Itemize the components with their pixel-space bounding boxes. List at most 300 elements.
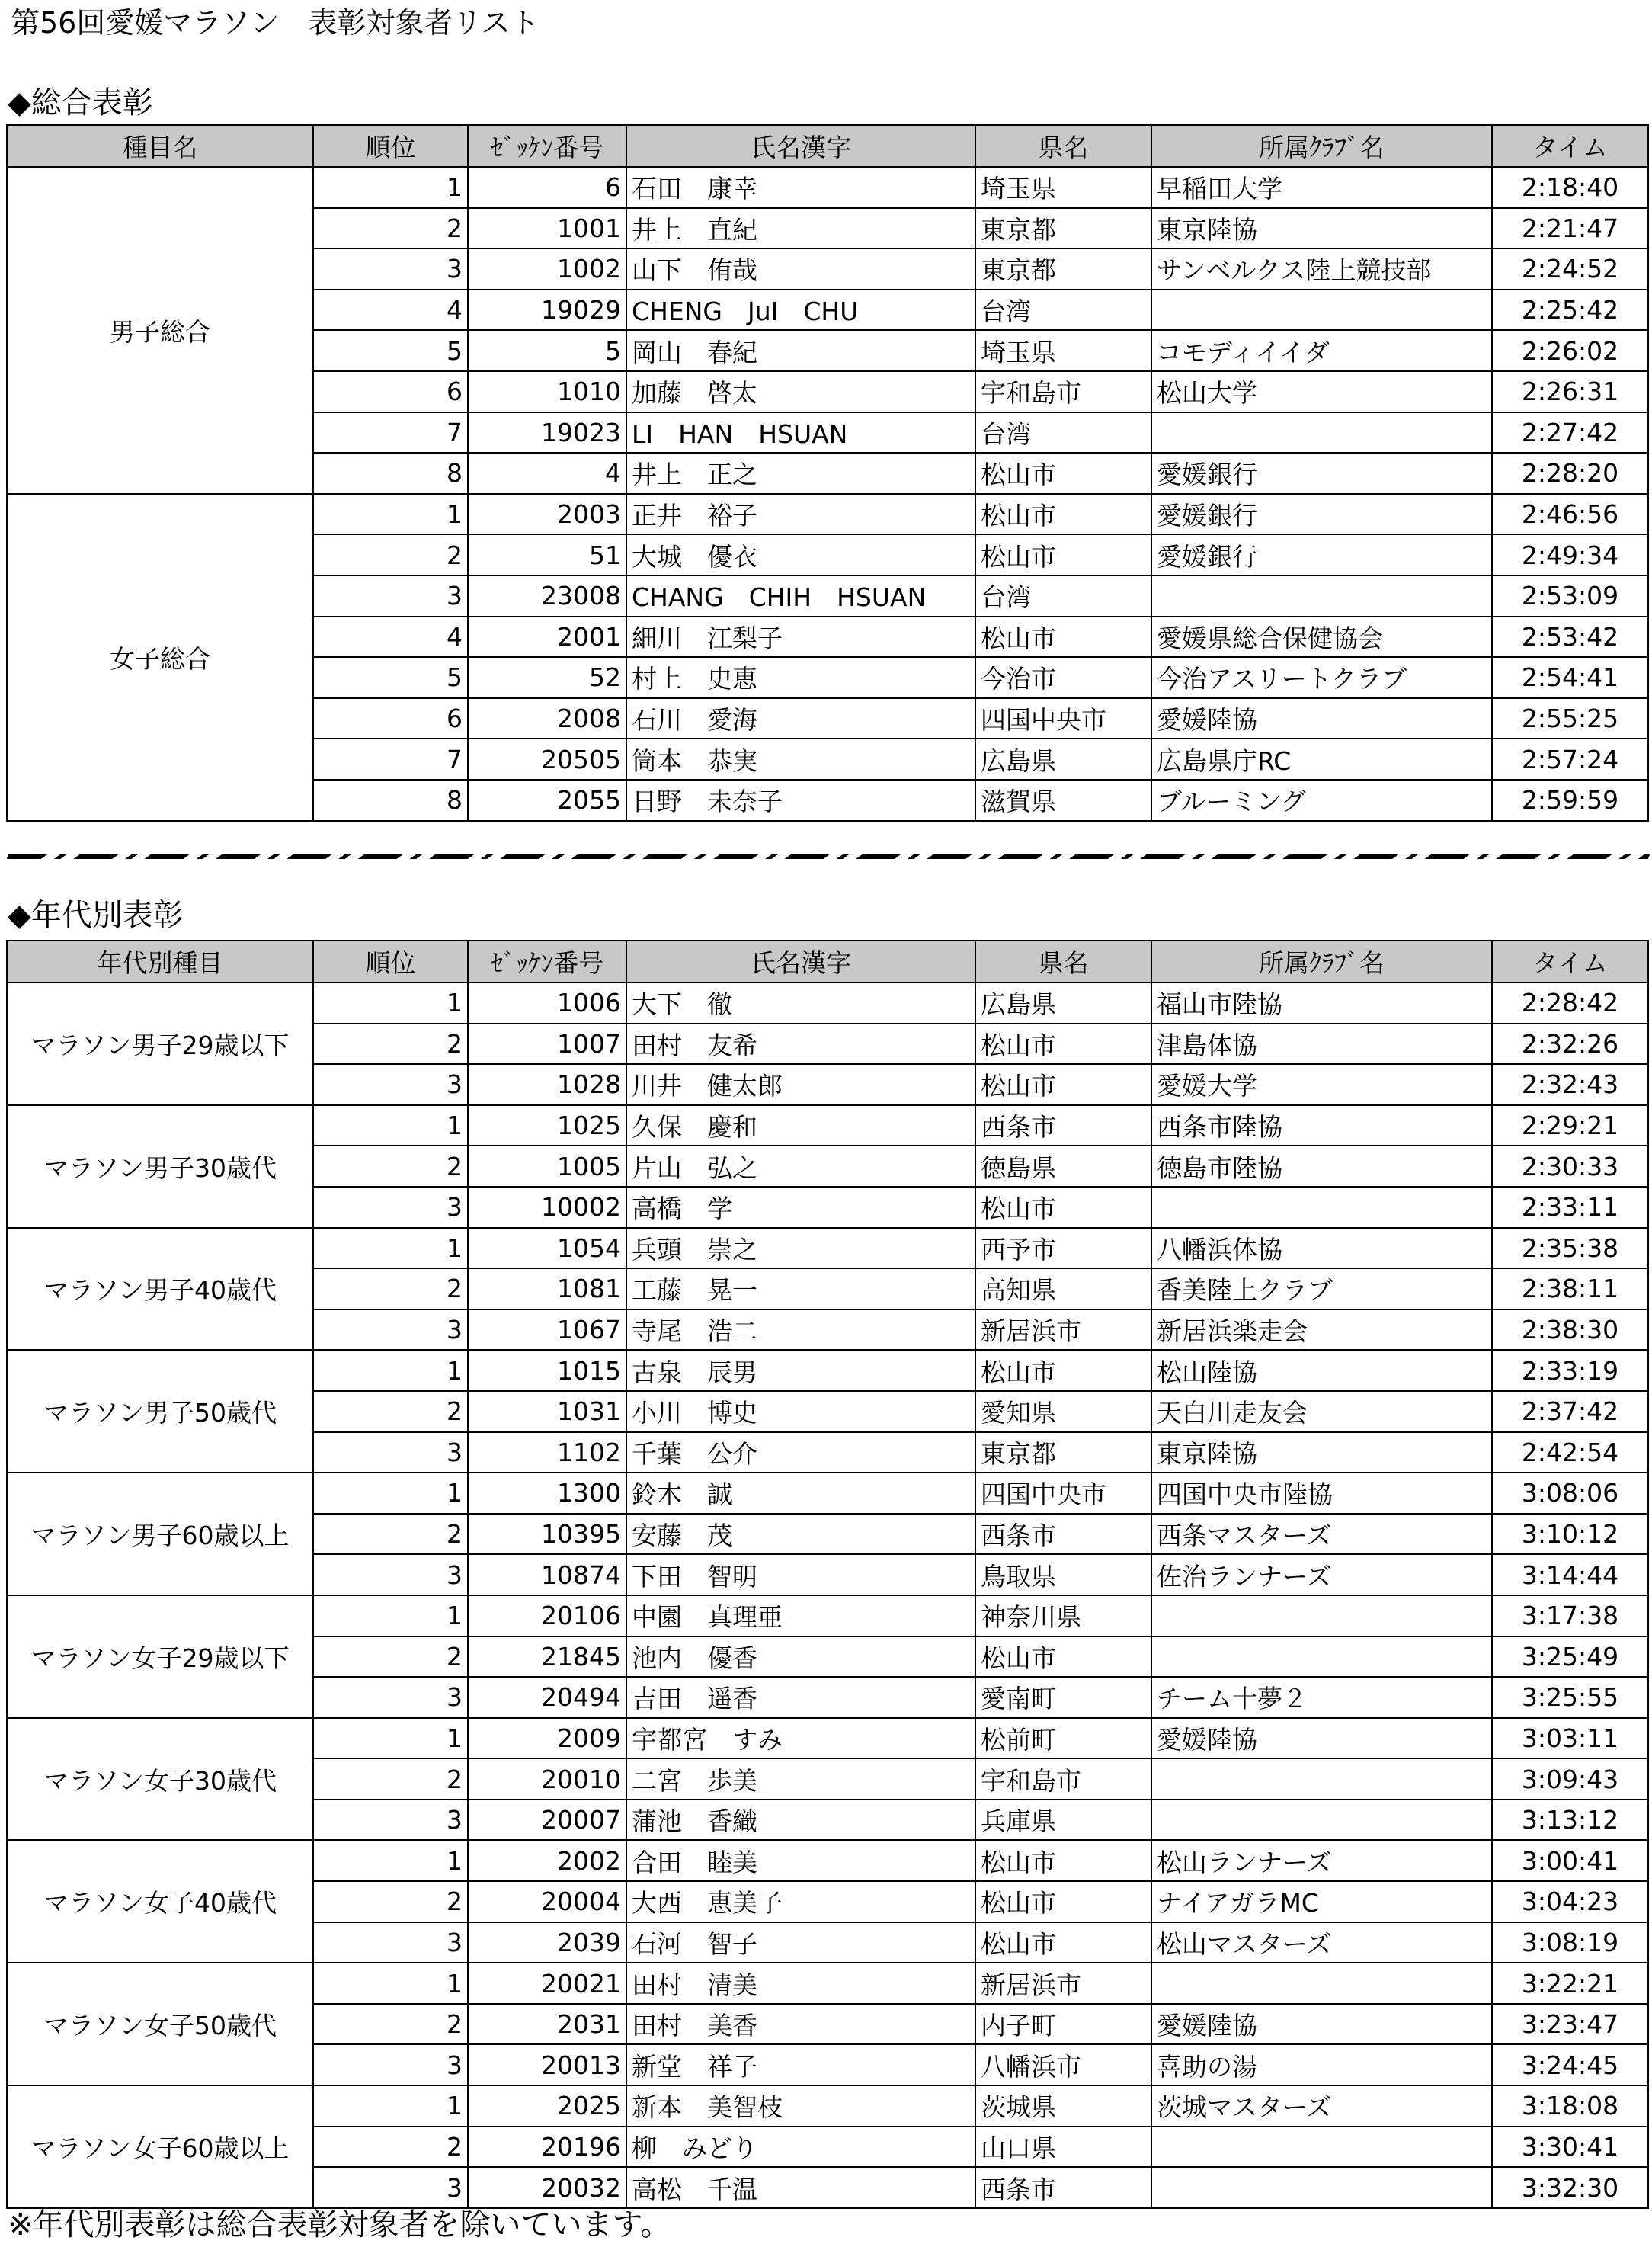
club-cell: [1151, 2167, 1492, 2208]
club-cell: 喜助の湯: [1151, 2044, 1492, 2085]
club-cell: 愛媛陸協: [1151, 1718, 1492, 1759]
prefecture-cell: 東京都: [975, 208, 1151, 249]
time-cell: 2:30:33: [1492, 1146, 1648, 1187]
age-header-row: [7, 941, 1648, 982]
prefecture-cell: 松山市: [975, 1187, 1151, 1228]
header-prefecture: 県名: [975, 125, 1151, 167]
time-cell: 2:49:34: [1492, 534, 1648, 575]
time-cell: 2:38:11: [1492, 1268, 1648, 1309]
name-cell: 川井 健太郎: [626, 1064, 975, 1105]
time-cell: 3:18:08: [1492, 2085, 1648, 2127]
rank-cell: 3: [313, 2044, 468, 2085]
bib-cell: 1300: [468, 1473, 626, 1514]
club-cell: [1151, 1187, 1492, 1228]
bib-cell: 19023: [468, 412, 626, 454]
bib-cell: 2025: [468, 2085, 626, 2127]
name-cell: 井上 正之: [626, 453, 975, 494]
name-cell: 田村 清美: [626, 1963, 975, 2004]
rank-cell: 6: [313, 371, 468, 412]
club-cell: [1151, 412, 1492, 454]
header-category: 年代別種目: [7, 941, 313, 982]
name-cell: 柳 みどり: [626, 2127, 975, 2168]
bib-cell: 20004: [468, 1881, 626, 1922]
name-cell: CHENG JuI CHU: [626, 290, 975, 331]
bib-cell: 1054: [468, 1228, 626, 1269]
time-cell: 2:29:21: [1492, 1105, 1648, 1146]
name-cell: 片山 弘之: [626, 1146, 975, 1187]
name-cell: CHANG CHIH HSUAN: [626, 575, 975, 617]
bib-cell: 2003: [468, 494, 626, 535]
rank-cell: 1: [313, 1718, 468, 1759]
prefecture-cell: 高知県: [975, 1268, 1151, 1309]
bib-cell: 10874: [468, 1554, 626, 1595]
prefecture-cell: 台湾: [975, 412, 1151, 454]
prefecture-cell: 四国中央市: [975, 698, 1151, 739]
rank-cell: 3: [313, 1800, 468, 1841]
name-cell: 兵頭 崇之: [626, 1228, 975, 1269]
bib-cell: 10395: [468, 1514, 626, 1555]
club-cell: [1151, 1636, 1492, 1678]
name-cell: 工藤 晃一: [626, 1268, 975, 1309]
club-cell: 佐治ランナーズ: [1151, 1554, 1492, 1595]
overall-section-heading: ◆総合表彰: [8, 85, 153, 120]
name-cell: 高松 千温: [626, 2167, 975, 2208]
time-cell: 3:08:19: [1492, 1922, 1648, 1963]
table-row: [7, 494, 1648, 535]
prefecture-cell: 東京都: [975, 248, 1151, 290]
prefecture-cell: 松山市: [975, 1064, 1151, 1105]
club-cell: 愛媛大学: [1151, 1064, 1492, 1105]
name-cell: 新本 美智枝: [626, 2085, 975, 2127]
page-title: 第56回愛媛マラソン 表彰対象者リスト: [11, 6, 539, 40]
prefecture-cell: 東京都: [975, 1432, 1151, 1473]
name-cell: 大西 恵美子: [626, 1881, 975, 1922]
time-cell: 2:38:30: [1492, 1309, 1648, 1351]
bib-cell: 23008: [468, 575, 626, 617]
bib-cell: 20021: [468, 1963, 626, 2004]
prefecture-cell: 埼玉県: [975, 330, 1151, 371]
bib-cell: 19029: [468, 290, 626, 331]
table-row: [7, 1473, 1648, 1514]
bib-cell: 1081: [468, 1268, 626, 1309]
name-cell: 石河 智子: [626, 1922, 975, 1963]
name-cell: 宇都宮 すみ: [626, 1718, 975, 1759]
prefecture-cell: 松山市: [975, 494, 1151, 535]
time-cell: 2:33:11: [1492, 1187, 1648, 1228]
prefecture-cell: 西条市: [975, 2167, 1151, 2208]
name-cell: 新堂 祥子: [626, 2044, 975, 2085]
prefecture-cell: 新居浜市: [975, 1309, 1151, 1351]
prefecture-cell: 宇和島市: [975, 1758, 1151, 1800]
name-cell: 正井 裕子: [626, 494, 975, 535]
prefecture-cell: 台湾: [975, 575, 1151, 617]
overall-header-row: [7, 125, 1648, 167]
rank-cell: 7: [313, 412, 468, 454]
club-cell: [1151, 575, 1492, 617]
time-cell: 2:26:02: [1492, 330, 1648, 371]
rank-cell: 2: [313, 1268, 468, 1309]
club-cell: ナイアガラMC: [1151, 1881, 1492, 1922]
rank-cell: 7: [313, 739, 468, 780]
table-row: [7, 1595, 1648, 1636]
header-rank: 順位: [313, 125, 468, 167]
club-cell: 東京陸協: [1151, 1432, 1492, 1473]
bib-cell: 2009: [468, 1718, 626, 1759]
club-cell: 松山マスターズ: [1151, 1922, 1492, 1963]
name-cell: 久保 慶和: [626, 1105, 975, 1146]
bib-cell: 5: [468, 330, 626, 371]
time-cell: 2:42:54: [1492, 1432, 1648, 1473]
header-rank: 順位: [313, 941, 468, 982]
time-cell: 2:53:09: [1492, 575, 1648, 617]
club-cell: [1151, 1595, 1492, 1636]
time-cell: 3:32:30: [1492, 2167, 1648, 2208]
prefecture-cell: 西条市: [975, 1514, 1151, 1555]
bib-cell: 6: [468, 167, 626, 208]
time-cell: 2:53:42: [1492, 617, 1648, 658]
header-club: 所属ｸﾗﾌﾞ名: [1151, 125, 1492, 167]
rank-cell: 2: [313, 2004, 468, 2045]
bib-cell: 1006: [468, 982, 626, 1024]
club-cell: 広島県庁RC: [1151, 739, 1492, 780]
club-cell: 香美陸上クラブ: [1151, 1268, 1492, 1309]
bib-cell: 1025: [468, 1105, 626, 1146]
prefecture-cell: 今治市: [975, 657, 1151, 698]
prefecture-cell: 松山市: [975, 617, 1151, 658]
rank-cell: 4: [313, 617, 468, 658]
header-bib: ｾﾞｯｹﾝ番号: [468, 941, 626, 982]
rank-cell: 2: [313, 208, 468, 249]
time-cell: 2:27:42: [1492, 412, 1648, 454]
rank-cell: 2: [313, 1146, 468, 1187]
name-cell: 二宮 歩美: [626, 1758, 975, 1800]
name-cell: 田村 友希: [626, 1024, 975, 1065]
bib-cell: 52: [468, 657, 626, 698]
name-cell: 吉田 遥香: [626, 1677, 975, 1718]
category-cell: マラソン女子29歳以下: [7, 1595, 313, 1718]
header-club: 所属ｸﾗﾌﾞ名: [1151, 941, 1492, 982]
club-cell: [1151, 1800, 1492, 1841]
rank-cell: 3: [313, 1554, 468, 1595]
bib-cell: 20032: [468, 2167, 626, 2208]
club-cell: [1151, 1758, 1492, 1800]
club-cell: 西条マスターズ: [1151, 1514, 1492, 1555]
rank-cell: 1: [313, 2085, 468, 2127]
rank-cell: 1: [313, 1840, 468, 1881]
time-cell: 2:55:25: [1492, 698, 1648, 739]
club-cell: 新居浜楽走会: [1151, 1309, 1492, 1351]
prefecture-cell: 広島県: [975, 982, 1151, 1024]
bib-cell: 1015: [468, 1350, 626, 1391]
prefecture-cell: 埼玉県: [975, 167, 1151, 208]
time-cell: 3:25:49: [1492, 1636, 1648, 1678]
club-cell: 愛媛陸協: [1151, 698, 1492, 739]
name-cell: 石川 愛海: [626, 698, 975, 739]
category-cell: マラソン女子50歳代: [7, 1963, 313, 2085]
time-cell: 3:13:12: [1492, 1800, 1648, 1841]
club-cell: 茨城マスターズ: [1151, 2085, 1492, 2127]
bib-cell: 2055: [468, 780, 626, 821]
name-cell: 岡山 春紀: [626, 330, 975, 371]
table-row: [7, 1840, 1648, 1881]
bib-cell: 2002: [468, 1840, 626, 1881]
name-cell: LI HAN HSUAN: [626, 412, 975, 454]
bib-cell: 2039: [468, 1922, 626, 1963]
rank-cell: 1: [313, 1105, 468, 1146]
time-cell: 2:54:41: [1492, 657, 1648, 698]
rank-cell: 8: [313, 453, 468, 494]
name-cell: 日野 未奈子: [626, 780, 975, 821]
rank-cell: 2: [313, 1391, 468, 1432]
name-cell: 寺尾 浩二: [626, 1309, 975, 1351]
bib-cell: 1007: [468, 1024, 626, 1065]
age-group-results-table: [6, 940, 1649, 2209]
category-cell: マラソン男子50歳代: [7, 1350, 313, 1473]
time-cell: 2:33:19: [1492, 1350, 1648, 1391]
table-row: [7, 2085, 1648, 2127]
bib-cell: 1001: [468, 208, 626, 249]
bib-cell: 1002: [468, 248, 626, 290]
bib-cell: 20013: [468, 2044, 626, 2085]
prefecture-cell: 広島県: [975, 739, 1151, 780]
club-cell: コモディイイダ: [1151, 330, 1492, 371]
rank-cell: 1: [313, 167, 468, 208]
time-cell: 2:37:42: [1492, 1391, 1648, 1432]
name-cell: 池内 優香: [626, 1636, 975, 1678]
rank-cell: 3: [313, 1187, 468, 1228]
bib-cell: 20007: [468, 1800, 626, 1841]
rank-cell: 3: [313, 575, 468, 617]
bib-cell: 10002: [468, 1187, 626, 1228]
bib-cell: 2031: [468, 2004, 626, 2045]
club-cell: ブルーミング: [1151, 780, 1492, 821]
rank-cell: 3: [313, 1677, 468, 1718]
time-cell: 3:10:12: [1492, 1514, 1648, 1555]
club-cell: 今治アスリートクラブ: [1151, 657, 1492, 698]
name-cell: 千葉 公介: [626, 1432, 975, 1473]
header-name: 氏名漢字: [626, 941, 975, 982]
rank-cell: 3: [313, 1309, 468, 1351]
table-row: [7, 1718, 1648, 1759]
name-cell: 村上 史恵: [626, 657, 975, 698]
rank-cell: 4: [313, 290, 468, 331]
rank-cell: 3: [313, 2167, 468, 2208]
time-cell: 2:46:56: [1492, 494, 1648, 535]
category-cell: マラソン男子60歳以上: [7, 1473, 313, 1595]
table-row: [7, 1228, 1648, 1269]
time-cell: 3:08:06: [1492, 1473, 1648, 1514]
rank-cell: 3: [313, 248, 468, 290]
club-cell: 東京陸協: [1151, 208, 1492, 249]
club-cell: 松山ランナーズ: [1151, 1840, 1492, 1881]
time-cell: 2:28:20: [1492, 453, 1648, 494]
rank-cell: 3: [313, 1432, 468, 1473]
category-cell: マラソン男子40歳代: [7, 1228, 313, 1351]
name-cell: 下田 智明: [626, 1554, 975, 1595]
bib-cell: 2001: [468, 617, 626, 658]
table-row: [7, 1350, 1648, 1391]
time-cell: 2:35:38: [1492, 1228, 1648, 1269]
bib-cell: 4: [468, 453, 626, 494]
rank-cell: 2: [313, 1024, 468, 1065]
table-row: [7, 1963, 1648, 2004]
prefecture-cell: 松山市: [975, 1881, 1151, 1922]
section-separator: [7, 854, 1650, 859]
prefecture-cell: 松山市: [975, 1350, 1151, 1391]
rank-cell: 3: [313, 1922, 468, 1963]
rank-cell: 8: [313, 780, 468, 821]
prefecture-cell: 松山市: [975, 1840, 1151, 1881]
name-cell: 小川 博史: [626, 1391, 975, 1432]
prefecture-cell: 松山市: [975, 534, 1151, 575]
club-cell: 八幡浜体協: [1151, 1228, 1492, 1269]
name-cell: 井上 直紀: [626, 208, 975, 249]
prefecture-cell: 松山市: [975, 1922, 1151, 1963]
club-cell: チーム十夢２: [1151, 1677, 1492, 1718]
prefecture-cell: 愛南町: [975, 1677, 1151, 1718]
club-cell: 松山大学: [1151, 371, 1492, 412]
club-cell: [1151, 290, 1492, 331]
category-cell: 女子総合: [7, 494, 313, 821]
club-cell: 愛媛銀行: [1151, 453, 1492, 494]
bib-cell: 1005: [468, 1146, 626, 1187]
bib-cell: 20196: [468, 2127, 626, 2168]
footnote: ※年代別表彰は総合表彰対象者を除いています。: [8, 2207, 671, 2242]
prefecture-cell: 松山市: [975, 1636, 1151, 1678]
club-cell: サンベルクス陸上競技部: [1151, 248, 1492, 290]
rank-cell: 2: [313, 1881, 468, 1922]
name-cell: 石田 康幸: [626, 167, 975, 208]
name-cell: 山下 侑哉: [626, 248, 975, 290]
rank-cell: 2: [313, 1514, 468, 1555]
name-cell: 高橋 学: [626, 1187, 975, 1228]
bib-cell: 1102: [468, 1432, 626, 1473]
time-cell: 3:22:21: [1492, 1963, 1648, 2004]
header-bib: ｾﾞｯｹﾝ番号: [468, 125, 626, 167]
prefecture-cell: 宇和島市: [975, 371, 1151, 412]
prefecture-cell: 新居浜市: [975, 1963, 1151, 2004]
club-cell: 早稲田大学: [1151, 167, 1492, 208]
prefecture-cell: 松前町: [975, 1718, 1151, 1759]
overall-results-table: [6, 124, 1649, 822]
rank-cell: 2: [313, 2127, 468, 2168]
bib-cell: 1010: [468, 371, 626, 412]
name-cell: 大下 徹: [626, 982, 975, 1024]
prefecture-cell: 愛知県: [975, 1391, 1151, 1432]
rank-cell: 2: [313, 534, 468, 575]
header-prefecture: 県名: [975, 941, 1151, 982]
header-category: 種目名: [7, 125, 313, 167]
table-row: [7, 982, 1648, 1024]
rank-cell: 1: [313, 494, 468, 535]
time-cell: 3:03:11: [1492, 1718, 1648, 1759]
time-cell: 3:04:23: [1492, 1881, 1648, 1922]
prefecture-cell: 西条市: [975, 1105, 1151, 1146]
rank-cell: 1: [313, 1595, 468, 1636]
bib-cell: 21845: [468, 1636, 626, 1678]
rank-cell: 5: [313, 330, 468, 371]
prefecture-cell: 山口県: [975, 2127, 1151, 2168]
name-cell: 古泉 辰男: [626, 1350, 975, 1391]
time-cell: 3:17:38: [1492, 1595, 1648, 1636]
bib-cell: 1067: [468, 1309, 626, 1351]
prefecture-cell: 八幡浜市: [975, 2044, 1151, 2085]
prefecture-cell: 神奈川県: [975, 1595, 1151, 1636]
name-cell: 合田 睦美: [626, 1840, 975, 1881]
time-cell: 3:25:55: [1492, 1677, 1648, 1718]
name-cell: 加藤 啓太: [626, 371, 975, 412]
category-cell: マラソン女子60歳以上: [7, 2085, 313, 2208]
header-name: 氏名漢字: [626, 125, 975, 167]
rank-cell: 6: [313, 698, 468, 739]
time-cell: 3:14:44: [1492, 1554, 1648, 1595]
age-section-heading: ◆年代別表彰: [8, 898, 184, 933]
prefecture-cell: 西予市: [975, 1228, 1151, 1269]
prefecture-cell: 松山市: [975, 453, 1151, 494]
bib-cell: 20106: [468, 1595, 626, 1636]
time-cell: 3:09:43: [1492, 1758, 1648, 1800]
rank-cell: 3: [313, 1064, 468, 1105]
bib-cell: 2008: [468, 698, 626, 739]
category-cell: マラソン女子40歳代: [7, 1840, 313, 1963]
time-cell: 3:23:47: [1492, 2004, 1648, 2045]
rank-cell: 1: [313, 1963, 468, 2004]
name-cell: 鈴木 誠: [626, 1473, 975, 1514]
club-cell: [1151, 1963, 1492, 2004]
time-cell: 3:30:41: [1492, 2127, 1648, 2168]
club-cell: 愛媛銀行: [1151, 534, 1492, 575]
prefecture-cell: 台湾: [975, 290, 1151, 331]
club-cell: 福山市陸協: [1151, 982, 1492, 1024]
name-cell: 筒本 恭実: [626, 739, 975, 780]
prefecture-cell: 松山市: [975, 1024, 1151, 1065]
category-cell: マラソン女子30歳代: [7, 1718, 313, 1841]
header-time: タイム: [1492, 125, 1648, 167]
category-cell: マラソン男子29歳以下: [7, 982, 313, 1105]
prefecture-cell: 茨城県: [975, 2085, 1151, 2127]
rank-cell: 2: [313, 1758, 468, 1800]
time-cell: 2:32:43: [1492, 1064, 1648, 1105]
rank-cell: 1: [313, 1228, 468, 1269]
time-cell: 3:00:41: [1492, 1840, 1648, 1881]
header-time: タイム: [1492, 941, 1648, 982]
prefecture-cell: 兵庫県: [975, 1800, 1151, 1841]
time-cell: 3:24:45: [1492, 2044, 1648, 2085]
bib-cell: 1031: [468, 1391, 626, 1432]
time-cell: 2:26:31: [1492, 371, 1648, 412]
club-cell: 西条市陸協: [1151, 1105, 1492, 1146]
name-cell: 細川 江梨子: [626, 617, 975, 658]
time-cell: 2:57:24: [1492, 739, 1648, 780]
club-cell: 愛媛県総合保健協会: [1151, 617, 1492, 658]
bib-cell: 20010: [468, 1758, 626, 1800]
rank-cell: 1: [313, 1473, 468, 1514]
prefecture-cell: 鳥取県: [975, 1554, 1151, 1595]
prefecture-cell: 滋賀県: [975, 780, 1151, 821]
category-cell: 男子総合: [7, 167, 313, 494]
name-cell: 安藤 茂: [626, 1514, 975, 1555]
club-cell: 愛媛陸協: [1151, 2004, 1492, 2045]
name-cell: 中園 真理亜: [626, 1595, 975, 1636]
rank-cell: 5: [313, 657, 468, 698]
bib-cell: 51: [468, 534, 626, 575]
prefecture-cell: 内子町: [975, 2004, 1151, 2045]
name-cell: 大城 優衣: [626, 534, 975, 575]
time-cell: 2:18:40: [1492, 167, 1648, 208]
club-cell: 愛媛銀行: [1151, 494, 1492, 535]
time-cell: 2:24:52: [1492, 248, 1648, 290]
time-cell: 2:28:42: [1492, 982, 1648, 1024]
